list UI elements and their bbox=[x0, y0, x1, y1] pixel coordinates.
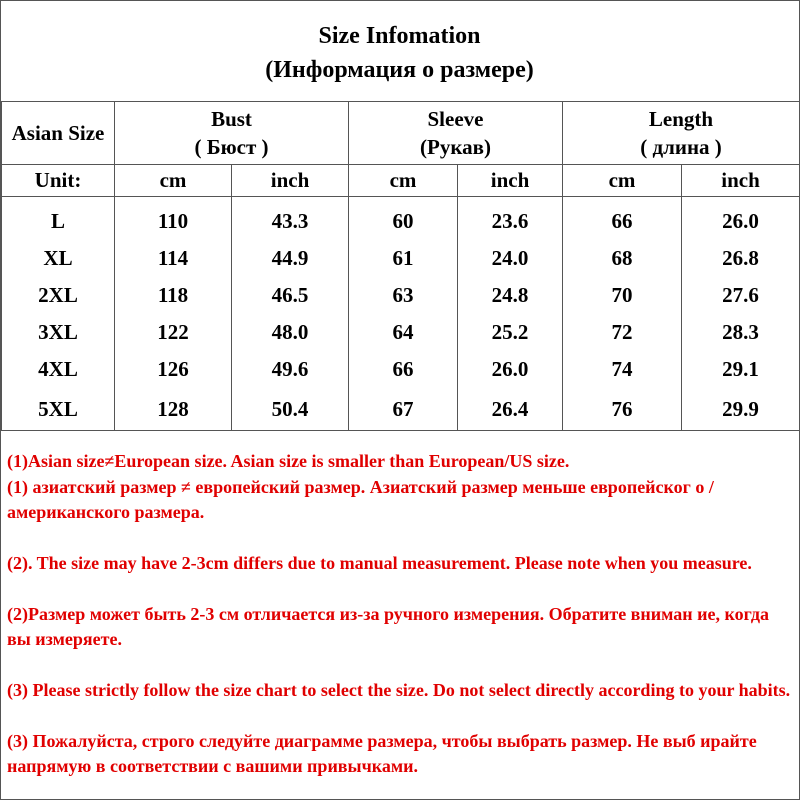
unit-cell: inch bbox=[682, 165, 800, 197]
group-name: Sleeve bbox=[427, 107, 484, 131]
group-name-ru: (Рукав) bbox=[420, 135, 491, 159]
note-1-ru: (1) азиатский размер ≠ европейский размер. Азиатский размер меньше европейског о / американского размера. bbox=[7, 477, 714, 522]
table-cell: 76 bbox=[563, 388, 682, 431]
table-cell: 70 bbox=[563, 277, 682, 314]
table-header-row bbox=[2, 102, 800, 165]
note-3-en: (3) Please strictly follow the size chart to select the size. Do not select directly according to your habits. bbox=[7, 680, 791, 700]
table-cell: 60 bbox=[349, 197, 458, 241]
note-2-en: (2). The size may have 2-3cm differs due to manual measurement. Please note when you measure. bbox=[7, 553, 752, 573]
size-label: 3XL bbox=[2, 314, 115, 351]
size-label: 4XL bbox=[2, 351, 115, 388]
table-cell: 28.3 bbox=[682, 314, 800, 351]
unit-row bbox=[2, 165, 800, 197]
table-cell: 44.9 bbox=[232, 240, 349, 277]
table-cell: 68 bbox=[563, 240, 682, 277]
table-cell: 29.9 bbox=[682, 388, 800, 431]
unit-cell: inch bbox=[458, 165, 563, 197]
table-cell: 64 bbox=[349, 314, 458, 351]
table-cell: 48.0 bbox=[232, 314, 349, 351]
table-cell: 66 bbox=[349, 351, 458, 388]
table-cell: 67 bbox=[349, 388, 458, 431]
table-row bbox=[2, 240, 800, 277]
note-1-en: (1)Asian size≠European size. Asian size is smaller than European/US size. bbox=[7, 451, 570, 471]
unit-label: Unit: bbox=[2, 165, 115, 197]
table-cell: 43.3 bbox=[232, 197, 349, 241]
group-name: Bust bbox=[211, 107, 252, 131]
title-block bbox=[1, 1, 798, 102]
unit-cell: cm bbox=[349, 165, 458, 197]
table-cell: 72 bbox=[563, 314, 682, 351]
size-table bbox=[1, 101, 800, 431]
table-cell: 23.6 bbox=[458, 197, 563, 241]
table-cell: 66 bbox=[563, 197, 682, 241]
group-header-bust bbox=[115, 102, 349, 165]
title-english: Size Infomation bbox=[318, 23, 481, 49]
table-cell: 24.0 bbox=[458, 240, 563, 277]
notes-section bbox=[1, 425, 798, 799]
table-row bbox=[2, 314, 800, 351]
table-cell: 122 bbox=[115, 314, 232, 351]
table-cell: 29.1 bbox=[682, 351, 800, 388]
unit-cell: cm bbox=[563, 165, 682, 197]
group-header-length bbox=[563, 102, 800, 165]
table-cell: 128 bbox=[115, 388, 232, 431]
table-cell: 26.4 bbox=[458, 388, 563, 431]
table-cell: 25.2 bbox=[458, 314, 563, 351]
table-cell: 114 bbox=[115, 240, 232, 277]
size-label: L bbox=[2, 197, 115, 241]
table-cell: 46.5 bbox=[232, 277, 349, 314]
table-cell: 26.0 bbox=[458, 351, 563, 388]
group-name: Length bbox=[648, 107, 714, 131]
unit-cell: cm bbox=[115, 165, 232, 197]
unit-cell: inch bbox=[232, 165, 349, 197]
table-cell: 61 bbox=[349, 240, 458, 277]
table-row bbox=[2, 197, 800, 241]
size-label: 2XL bbox=[2, 277, 115, 314]
table-cell: 26.8 bbox=[682, 240, 800, 277]
size-label: XL bbox=[2, 240, 115, 277]
table-row bbox=[2, 351, 800, 388]
size-label: 5XL bbox=[2, 388, 115, 431]
table-cell: 26.0 bbox=[682, 197, 800, 241]
group-header-sleeve bbox=[349, 102, 563, 165]
group-name-ru: ( длина ) bbox=[640, 135, 722, 159]
table-row bbox=[2, 277, 800, 314]
table-cell: 49.6 bbox=[232, 351, 349, 388]
table-cell: 110 bbox=[115, 197, 232, 241]
table-cell: 74 bbox=[563, 351, 682, 388]
group-name-ru: ( Бюст ) bbox=[194, 135, 269, 159]
table-cell: 24.8 bbox=[458, 277, 563, 314]
note-3-ru: (3) Пожалуйста, строго следуйте диаграмме размера, чтобы выбрать размер. Не выб ирайте напрямую в соответствии с вашими привычками. bbox=[7, 731, 757, 776]
table-cell: 118 bbox=[115, 277, 232, 314]
title-russian: (Информация о размере) bbox=[265, 57, 534, 83]
table-cell: 63 bbox=[349, 277, 458, 314]
table-cell: 27.6 bbox=[682, 277, 800, 314]
table-cell: 50.4 bbox=[232, 388, 349, 431]
table-cell: 126 bbox=[115, 351, 232, 388]
corner-label: Asian Size bbox=[2, 102, 115, 165]
note-2-ru: (2)Размер может быть 2-3 см отличается из-за ручного измерения. Обратите вниман ие, когда вы измеряете. bbox=[7, 604, 770, 649]
